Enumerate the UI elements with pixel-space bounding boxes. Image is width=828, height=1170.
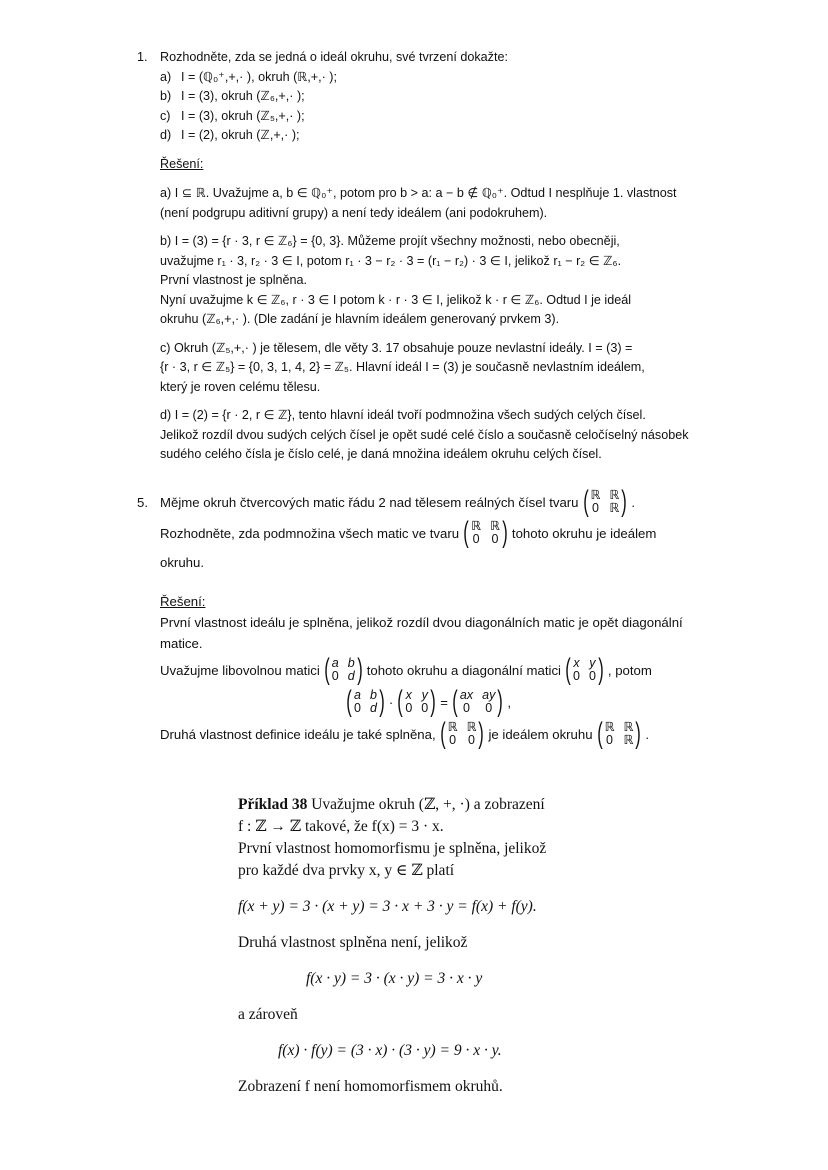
text-line: okruhu.: [160, 555, 204, 570]
text-line: d) I = (2) = {r · 2, r ∈ ℤ}, tento hlavní ideál tvoří podmnožina všech sudých celých čísel.: [160, 408, 646, 422]
text-line: b) I = (3) = {r · 3, r ∈ ℤ₆} = {0, 3}. Můžeme projít všechny možnosti, nebo obecněji,: [160, 234, 620, 248]
item-label: b): [160, 89, 172, 103]
text-line: První vlastnost je splněna.: [160, 273, 308, 287]
item-text: I = (2), okruh (ℤ,+,· );: [181, 128, 300, 142]
text-line: okruhu (ℤ₆,+,· ). (Dle zadání je hlavním ideálem generovaný prvkem 3).: [160, 312, 560, 326]
example-title: Příklad 38: [238, 796, 308, 813]
text-line: matice.: [160, 636, 203, 651]
matrix-xy: ( x y 0 0 ): [397, 685, 436, 718]
line-text: Uvažujme okruh (ℤ, +, ·) a zobrazení: [311, 796, 545, 813]
equation: f(x) · f(y) = (3 · x) · (3 · y) = 9 · x · y.: [278, 1042, 502, 1059]
matrix-ab: ( a b 0 d ): [324, 653, 363, 686]
text-line: uvažujme r₁ · 3, r₂ · 3 ∈ I, potom r₁ · 3 − r₂ · 3 = (r₁ − r₂) · 3 ∈ I, jelikož r₁ − r₂ ∈ ℤ₆.: [160, 253, 622, 268]
solution-c: [160, 339, 800, 398]
item-text: I = (3), okruh (ℤ₅,+,· );: [181, 108, 305, 123]
exercise-number: 5.: [137, 495, 148, 510]
matrix-xy: ( x y 0 0 ): [565, 653, 604, 686]
item-label: c): [160, 108, 171, 123]
text-line: [160, 516, 800, 550]
item-label: d): [160, 128, 172, 142]
text-line: {r · 3, r ∈ ℤ₅} = {0, 3, 1, 4, 2} = ℤ₅. Hlavní ideál I = (3) je současně nevlastním ideálem,: [160, 360, 645, 374]
solution-heading: Řešení:: [160, 594, 206, 609]
item-label: a): [160, 69, 172, 84]
item-text: I = (ℚ₀⁺,+,· ), okruh (ℝ,+,· );: [181, 69, 337, 84]
text-line: Druhá vlastnost definice ideálu je také splněna, ( ℝ ℝ 0 0 ) je ideálem okruhu ( ℝ ℝ 0 ℝ ) .: [160, 717, 650, 750]
list-item: [160, 126, 800, 146]
text-line: (není podgrupu aditivní grupy) a není tedy ideálem (ani podokruhem).: [160, 205, 548, 220]
text-line: c) Okruh (ℤ₅,+,· ) je tělesem, dle věty 3. 17 obsahuje pouze nevlastní ideály. I = (3) =: [160, 340, 633, 355]
exercise-1: [137, 48, 800, 465]
text-line: Jelikož rozdíl dvou sudých celých čísel je opět sudé celé číslo a současně celočíselný násobek: [160, 427, 689, 442]
matrix-upper: ( ℝ ℝ 0 ℝ ): [582, 485, 628, 518]
text-line: pro každé dva prvky x, y ∈ ℤ platí: [238, 862, 455, 879]
equation: ( a b 0 d ) · ( x y 0 0 ) = ( ax ay 0 0 ) ,: [160, 686, 800, 718]
solution-b: [160, 232, 800, 330]
list-item: [160, 87, 800, 107]
text-line: sudého celého čísla je číslo celé, je daná množina ideálem okruhu celých čísel.: [160, 447, 602, 461]
equation: f(x · y) = 3 · (x · y) = 3 · x · y: [306, 970, 483, 987]
text-line: Druhá vlastnost splněna není, jelikož: [238, 934, 468, 951]
text-line: a) I ⊆ ℝ. Uvažujme a, b ∈ ℚ₀⁺, potom pro b > a: a − b ∉ ℚ₀⁺. Odtud I nesplňuje 1. vlastnost: [160, 186, 677, 200]
matrix-upper: ( ℝ ℝ 0 ℝ ): [596, 717, 642, 750]
text-line: a zároveň: [238, 1006, 298, 1023]
matrix-ab: ( a b 0 d ): [346, 685, 385, 718]
text-line: Zobrazení f není homomorfismem okruhů.: [238, 1078, 503, 1095]
text-line: f : ℤ → ℤ takové, že f(x) = 3 · x.: [238, 818, 444, 835]
text-line: Mějme okruh čtvercových matic řádu 2 nad tělesem reálných čísel tvaru ( ℝ ℝ 0 ℝ ) .: [160, 485, 635, 518]
line-text: Rozhodněte, zda podmnožina všech matic ve tvaru: [160, 525, 460, 541]
solution-a: [160, 184, 800, 223]
exercise-5: [137, 485, 800, 750]
item-text: I = (3), okruh (ℤ₆,+,· );: [181, 89, 305, 103]
exercise-number: 1.: [137, 50, 148, 64]
list-item: [160, 68, 800, 88]
text-line: První vlastnost homomorfismu je splněna, jelikož: [238, 840, 547, 857]
equation: f(x + y) = 3 · (x + y) = 3 · x + 3 · y = f(x) + f(y).: [238, 898, 537, 915]
text-line: Uvažujme libovolnou matici ( a b 0 d ) tohoto okruhu a diagonální matici ( x y 0 0 ) , potom: [160, 653, 652, 686]
list-item: [160, 107, 800, 127]
matrix-result: ( ax ay 0 0 ): [452, 685, 504, 718]
line-text: Mějme okruh čtvercových matic řádu 2 nad tělesem reálných čísel tvaru: [160, 494, 579, 510]
example-38: [238, 794, 678, 1098]
text-line: [238, 794, 678, 816]
matrix-diagonal: ( ℝ ℝ 0 0 ): [439, 717, 485, 750]
text-line: který je roven celému tělesu.: [160, 379, 321, 394]
text-line: První vlastnost ideálu je splněna, jelikož rozdíl dvou diagonálních matic je opět diagonální: [160, 615, 683, 630]
line-text: tohoto okruhu je ideálem: [511, 525, 657, 541]
matrix-diagonal: ( ℝ ℝ 0 0 ): [463, 516, 508, 549]
solution-d: [160, 406, 800, 465]
solution-heading: Řešení:: [160, 156, 204, 171]
text-line: Nyní uvažujme k ∈ ℤ₆, r · 3 ∈ I potom k · r · 3 ∈ I, jelikož k · r ∈ ℤ₆. Odtud I je ideál: [160, 292, 632, 307]
exercise-prompt: Rozhodněte, zda se jedná o ideál okruhu, své tvrzení dokažte:: [160, 50, 508, 64]
